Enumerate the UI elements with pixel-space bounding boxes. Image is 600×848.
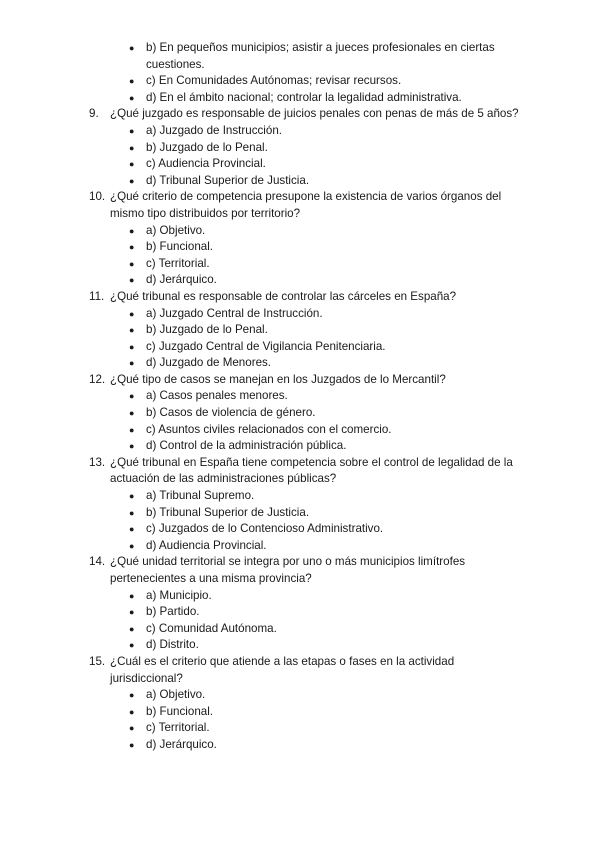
option-list [0, 306, 600, 372]
option-text: d) Control de la administración pública. [146, 439, 347, 453]
question-header [89, 189, 528, 222]
option-list [0, 588, 600, 654]
option-text: c) En Comunidades Autónomas; revisar recursos. [146, 74, 402, 88]
list-item [129, 123, 516, 140]
list-item [129, 256, 516, 273]
list-item [129, 90, 516, 107]
bullet-icon: ● [129, 125, 135, 136]
list-item [129, 173, 516, 190]
question-item [0, 189, 600, 289]
list-item [129, 339, 516, 356]
option-text: b) Juzgado de lo Penal. [146, 323, 268, 337]
list-item [129, 405, 516, 422]
option-list [0, 488, 600, 554]
list-item [129, 239, 516, 256]
option-text: a) Juzgado de Instrucción. [146, 123, 282, 137]
option-list [0, 388, 600, 454]
question-item [0, 554, 600, 654]
question-text: ¿Qué juzgado es responsable de juicios penales con penas de más de 5 años? [110, 107, 519, 121]
bullet-icon: ● [129, 739, 135, 750]
bullet-icon: ● [129, 706, 135, 717]
bullet-icon: ● [129, 258, 135, 269]
question-item [0, 372, 600, 455]
question-header [89, 455, 528, 488]
option-text: b) Juzgado de lo Penal. [146, 140, 268, 154]
bullet-icon: ● [129, 92, 135, 103]
bullet-icon: ● [129, 690, 135, 701]
list-item [129, 40, 516, 73]
bullet-icon: ● [129, 225, 135, 236]
bullet-icon: ● [129, 391, 135, 402]
list-item [129, 388, 516, 405]
question-number: 14. [89, 555, 106, 569]
question-text: ¿Cuál es el criterio que atiende a las etapas o fases en la actividad jurisdiccional? [110, 654, 455, 685]
list-item [129, 588, 516, 605]
bullet-icon: ● [129, 491, 135, 502]
question-item [0, 289, 600, 372]
list-item [129, 355, 516, 372]
list-item [129, 604, 516, 621]
bullet-icon: ● [129, 424, 135, 435]
question-number: 10. [89, 190, 106, 204]
bullet-icon: ● [129, 640, 135, 651]
question-number: 13. [89, 455, 106, 469]
option-text: d) Audiencia Provincial. [146, 538, 267, 552]
option-list [0, 223, 600, 289]
bullet-icon: ● [129, 607, 135, 618]
question-text: ¿Qué criterio de competencia presupone la existencia de varios órganos del mismo tipo distribuidos por territorio? [110, 190, 502, 220]
list-item [129, 687, 516, 704]
list-item [129, 637, 516, 654]
bullet-icon: ● [129, 308, 135, 319]
bullet-icon: ● [129, 43, 135, 53]
question-text: ¿Qué tipo de casos se manejan en los Juzgados de lo Mercantil? [110, 372, 446, 386]
option-list [0, 123, 600, 189]
bullet-icon: ● [129, 275, 135, 286]
list-item [129, 521, 516, 538]
question-header [89, 372, 528, 389]
question-text: ¿Qué unidad territorial se integra por uno o más municipios limítrofes pertenecientes a una misma provincia? [110, 555, 466, 585]
option-text: d) Distrito. [146, 638, 199, 652]
option-text: b) Casos de violencia de género. [146, 406, 316, 420]
bullet-icon: ● [129, 540, 135, 551]
option-text: d) Juzgado de Menores. [146, 356, 272, 370]
option-text: b) En pequeños municipios; asistir a jueces profesionales en ciertas cuestiones. [146, 41, 495, 71]
question-number: 12. [89, 372, 106, 386]
list-item [129, 306, 516, 323]
option-text: b) Funcional. [146, 240, 214, 254]
list-item [129, 621, 516, 638]
list-item [129, 704, 516, 721]
option-text: a) Objetivo. [146, 688, 206, 702]
list-item [129, 322, 516, 339]
question-number: 11. [89, 289, 105, 303]
option-text: b) Tribunal Superior de Justicia. [146, 505, 310, 519]
option-text: a) Objetivo. [146, 223, 206, 237]
list-item [129, 488, 516, 505]
bullet-icon: ● [129, 175, 135, 186]
option-text: b) Partido. [146, 605, 200, 619]
option-text: a) Casos penales menores. [146, 389, 288, 403]
option-list [0, 687, 600, 753]
bullet-icon: ● [129, 142, 135, 153]
list-item [129, 720, 516, 737]
option-text: b) Funcional. [146, 704, 214, 718]
bullet-icon: ● [129, 358, 135, 369]
list-item [129, 156, 516, 173]
list-item [129, 140, 516, 157]
list-item [129, 737, 516, 754]
bullet-icon: ● [129, 341, 135, 352]
question-header [89, 554, 528, 587]
question-number: 15. [89, 654, 106, 668]
question-header [89, 289, 528, 306]
list-item [129, 505, 516, 522]
bullet-icon: ● [129, 159, 135, 170]
question-header [89, 106, 528, 123]
list-item [129, 422, 516, 439]
option-text: c) Juzgados de lo Contencioso Administrativo. [146, 522, 384, 536]
question-item [0, 654, 600, 754]
question-text: ¿Qué tribunal es responsable de controlar las cárceles en España? [110, 289, 457, 303]
bullet-icon: ● [129, 441, 135, 452]
question-list [0, 106, 600, 753]
option-text: a) Tribunal Supremo. [146, 489, 255, 503]
bullet-icon: ● [129, 76, 135, 87]
bullet-icon: ● [129, 507, 135, 518]
list-item [129, 438, 516, 455]
question-header [89, 654, 528, 687]
option-text: c) Asuntos civiles relacionados con el comercio. [146, 422, 392, 436]
option-text: a) Juzgado Central de Instrucción. [146, 306, 323, 320]
option-text: d) Jerárquico. [146, 737, 217, 751]
bullet-icon: ● [129, 623, 135, 634]
question-item [0, 106, 600, 189]
bullet-icon: ● [129, 524, 135, 535]
bullet-icon: ● [129, 723, 135, 734]
list-item [129, 223, 516, 240]
list-item [129, 73, 516, 90]
bullet-icon: ● [129, 408, 135, 419]
option-text: c) Juzgado Central de Vigilancia Penitenciaria. [146, 339, 386, 353]
question-text: ¿Qué tribunal en España tiene competencia sobre el control de legalidad de la actuación de las administraciones públicas? [110, 455, 513, 486]
list-item [129, 538, 516, 555]
option-text: d) Jerárquico. [146, 273, 217, 287]
bullet-icon: ● [129, 590, 135, 601]
bullet-icon: ● [129, 325, 135, 336]
question-number: 9. [89, 107, 99, 121]
option-text: d) Tribunal Superior de Justicia. [146, 173, 310, 187]
carryover-option-list [0, 40, 600, 106]
option-text: c) Territorial. [146, 721, 210, 735]
option-text: c) Comunidad Autónoma. [146, 621, 277, 635]
option-text: c) Territorial. [146, 256, 210, 270]
option-text: a) Municipio. [146, 588, 212, 602]
option-text: c) Audiencia Provincial. [146, 157, 266, 171]
bullet-icon: ● [129, 242, 135, 253]
list-item [129, 272, 516, 289]
question-item [0, 455, 600, 555]
option-text: d) En el ámbito nacional; controlar la legalidad administrativa. [146, 90, 462, 104]
